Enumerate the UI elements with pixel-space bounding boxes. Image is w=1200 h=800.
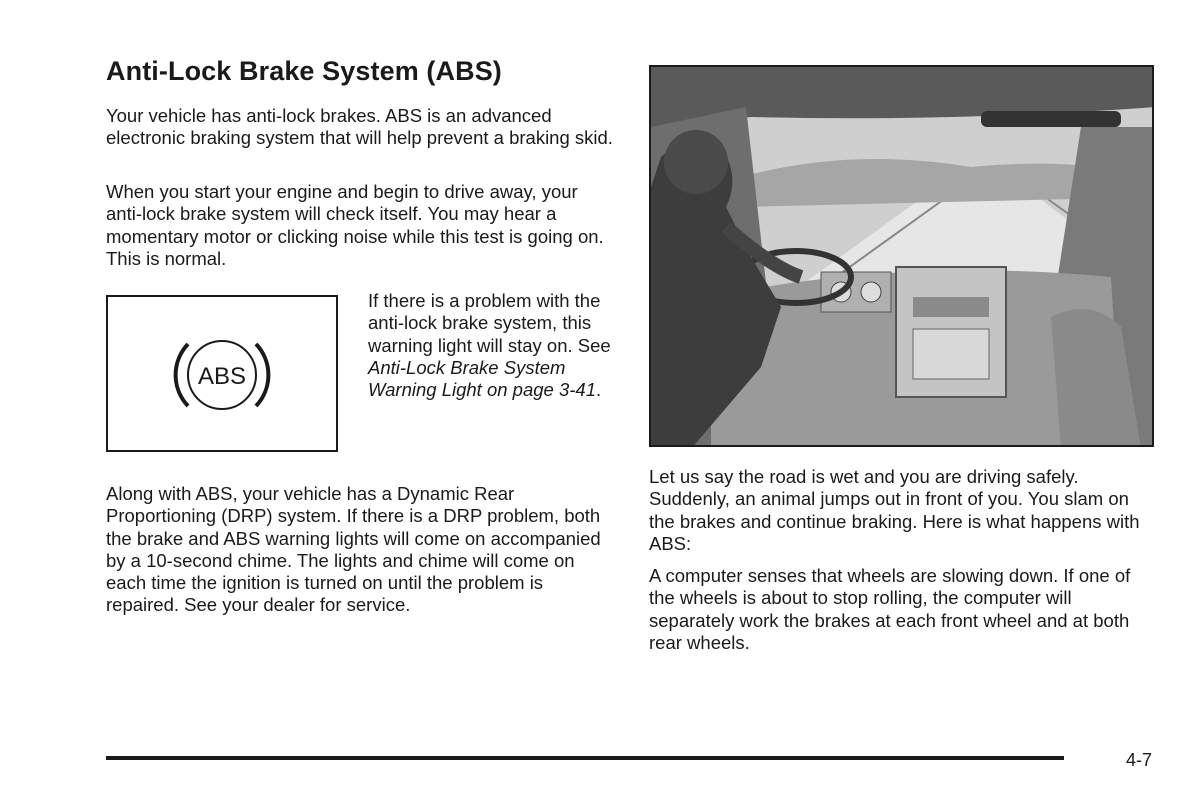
- self-check-paragraph: When you start your engine and begin to drive away, your anti-lock brake system will check itself. You may hear a momentary motor or clicking noise while this test is going on. This is normal.: [106, 181, 604, 269]
- driver-photo-image: [651, 67, 1154, 447]
- warning-light-text: If there is a problem with the anti-lock brake system, this warning light will stay on. See: [368, 290, 611, 356]
- drp-paragraph: Along with ABS, your vehicle has a Dynamic Rear Proportioning (DRP) system. If there is a DRP problem, both the brake and ABS warning lights will come on accompanied by a 10-second chime. The lights and chime will come on each time the ignition is turned on until the problem is repaired. See your dealer for service.: [106, 483, 601, 616]
- warning-light-reference: Anti-Lock Brake System Warning Light on page 3-41: [368, 356, 596, 401]
- abs-symbol-label: ABS: [197, 363, 247, 390]
- warning-light-paragraph: [368, 290, 618, 401]
- scenario-paragraph: Let us say the road is wet and you are driving safely. Suddenly, an animal jumps out in front of you. You slam on the brakes and continue braking. Here is what happens with ABS:: [649, 466, 1140, 554]
- abs-warning-light-illustration: [106, 295, 338, 452]
- intro-paragraph: Your vehicle has anti-lock brakes. ABS is an advanced electronic braking system that will help prevent a braking skid.: [106, 105, 613, 149]
- page-number: 4-7: [1126, 750, 1153, 770]
- computer-paragraph: A computer senses that wheels are slowing down. If one of the wheels is about to stop rolling, the computer will separately work the brakes at each front wheel and at both rear wheels.: [649, 565, 1131, 653]
- warning-light-end: .: [596, 379, 602, 401]
- footer-rule: [106, 756, 1064, 760]
- driver-illustration: [649, 65, 1154, 447]
- page-title: Anti-Lock Brake System (ABS): [106, 56, 502, 86]
- abs-warning-light-icon: [108, 297, 340, 454]
